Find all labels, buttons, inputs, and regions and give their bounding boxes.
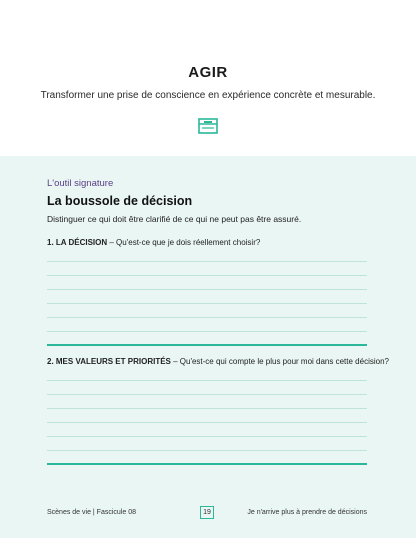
- footer-chapter: Je n'arrive plus à prendre de décisions: [247, 509, 367, 516]
- footer-series: Scènes de vie | Fascicule 08: [47, 509, 136, 516]
- page-header: [0, 0, 416, 156]
- tool-title: La boussole de décision: [47, 194, 193, 208]
- answer-line[interactable]: [47, 380, 367, 381]
- answer-line[interactable]: [47, 317, 367, 318]
- answer-line[interactable]: [47, 394, 367, 395]
- answer-line[interactable]: [47, 436, 367, 437]
- page-number: 19: [200, 506, 214, 519]
- section-title: AGIR: [188, 64, 228, 81]
- toolbox-icon: [198, 118, 218, 134]
- answer-line[interactable]: [47, 303, 367, 304]
- tool-kicker: L'outil signature: [47, 178, 114, 189]
- tool-intro: Distinguer ce qui doit être clarifié de ce qui ne peut pas être assuré.: [47, 214, 302, 224]
- question-label: 2. MES VALEURS ET PRIORITÉS: [47, 357, 171, 366]
- answer-line[interactable]: [47, 408, 367, 409]
- answer-line[interactable]: [47, 331, 367, 332]
- question-label: 1. LA DÉCISION: [47, 238, 108, 247]
- question-decision: [47, 238, 260, 247]
- question-text: – Qu'est-ce que je dois réellement choisir?: [107, 238, 261, 247]
- answer-line[interactable]: [47, 289, 367, 290]
- answer-line[interactable]: [47, 261, 367, 262]
- answer-line[interactable]: [47, 450, 367, 451]
- answer-line[interactable]: [47, 422, 367, 423]
- question-values: [47, 357, 389, 366]
- answer-line[interactable]: [47, 275, 367, 276]
- section-subtitle: Transformer une prise de conscience en expérience concrète et mesurable.: [40, 90, 376, 101]
- section-divider: [47, 463, 367, 465]
- section-divider: [47, 344, 367, 346]
- question-text: – Qu'est-ce qui compte le plus pour moi dans cette décision?: [170, 357, 389, 366]
